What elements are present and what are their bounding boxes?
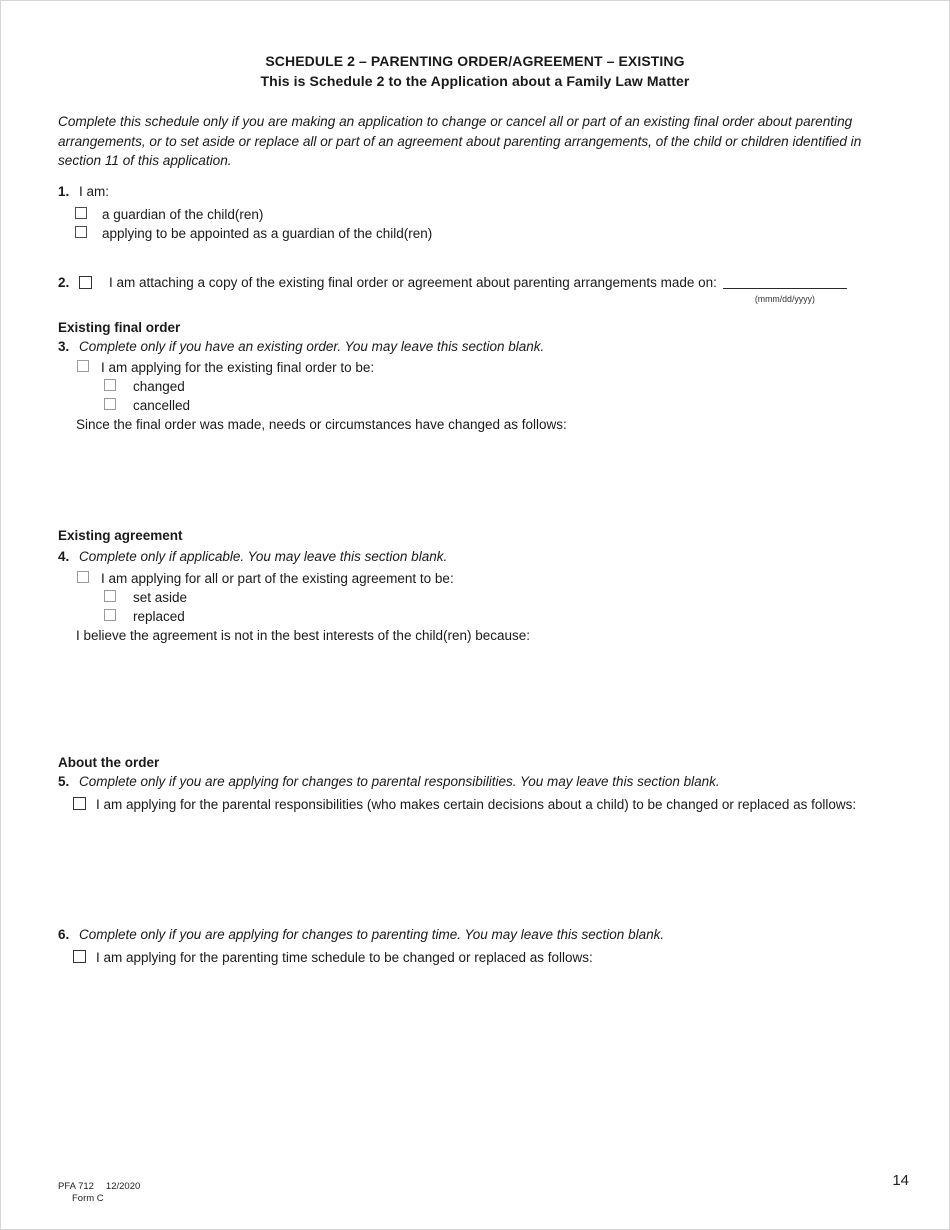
item-6-option (73, 948, 892, 967)
item-4 (58, 547, 892, 566)
form-revision: 12/2020 (105, 1181, 141, 1192)
order-date-field[interactable] (723, 273, 847, 304)
item-4-option-replaced (104, 607, 892, 626)
set-aside-checkbox[interactable] (104, 590, 116, 602)
item-5-instruction: Complete only if you are applying for changes to parental responsibilities. You may leave this section blank. (79, 773, 720, 789)
guardian-label: a guardian of the child(ren) (102, 206, 264, 222)
parental-responsibilities-label: I am applying for the parental responsibilities (who makes certain decisions about a child) to be changed or replaced as follows: (96, 796, 857, 812)
item-6 (58, 925, 892, 944)
item-1-option-guardian (75, 205, 892, 224)
attaching-copy-label: I am attaching a copy of the existing final order or agreement about parenting arrangements made on: (109, 274, 717, 290)
intro-instruction: Complete this schedule only if you are making an application to change or cancel all or part of an existing final order about parenting arrangements, or to set aside or replace all or part of an agreement about parenting arrangements, of the child or children identified in section 11 of this application. (58, 114, 862, 168)
changed-checkbox[interactable] (104, 379, 116, 391)
item-3-writing-space (58, 434, 892, 526)
item-4-instruction: Complete only if applicable. You may leave this section blank. (79, 548, 448, 564)
item-1-label: I am: (79, 183, 110, 199)
existing-final-order-heading: Existing final order (58, 319, 181, 335)
existing-agreement-apply-checkbox[interactable] (77, 571, 89, 583)
item-3-prompt: Since the final order was made, needs or circumstances have changed as follows: (76, 416, 567, 432)
item-3-option-cancelled (104, 396, 892, 415)
set-aside-label: set aside (133, 589, 188, 605)
about-the-order-heading: About the order (58, 754, 160, 770)
parental-responsibilities-checkbox[interactable] (73, 797, 86, 810)
existing-order-apply-label: I am applying for the existing final order to be: (101, 359, 375, 375)
attaching-copy-checkbox[interactable] (79, 276, 92, 289)
guardian-checkbox[interactable] (75, 207, 87, 219)
existing-agreement-heading: Existing agreement (58, 527, 183, 543)
item-6-number: 6. (58, 926, 70, 942)
item-4-writing-space (58, 645, 892, 753)
cancelled-label: cancelled (133, 397, 191, 413)
item-1-option-applying-guardian (75, 224, 892, 243)
item-2-number: 2. (58, 274, 70, 290)
item-5-option (73, 795, 892, 814)
cancelled-checkbox[interactable] (104, 398, 116, 410)
item-5-writing-space (58, 814, 892, 925)
schedule-title: SCHEDULE 2 – PARENTING ORDER/AGREEMENT – EXISTING (265, 53, 685, 69)
item-1-number: 1. (58, 183, 70, 199)
form-footer (58, 1181, 152, 1205)
replaced-label: replaced (133, 608, 185, 624)
parenting-time-checkbox[interactable] (73, 950, 86, 963)
item-4-number: 4. (58, 548, 70, 564)
item-4-prompt: I believe the agreement is not in the best interests of the child(ren) because: (76, 627, 531, 643)
page-number: 14 (892, 1172, 909, 1189)
date-format-hint: (mmm/dd/yyyy) (754, 293, 815, 304)
item-3 (58, 337, 892, 356)
parenting-time-label: I am applying for the parenting time schedule to be changed or replaced as follows: (96, 949, 593, 965)
item-4-option-set-aside (104, 588, 892, 607)
item-3-option-changed (104, 377, 892, 396)
applying-guardian-label: applying to be appointed as a guardian of the child(ren) (102, 225, 433, 241)
item-3-main-option (77, 358, 892, 377)
page-title (58, 51, 892, 91)
item-2 (58, 273, 892, 304)
existing-agreement-apply-label: I am applying for all or part of the existing agreement to be: (101, 570, 454, 586)
item-4-main-option (77, 569, 892, 588)
existing-order-apply-checkbox[interactable] (77, 360, 89, 372)
form-number: PFA 712 (58, 1181, 94, 1192)
item-5 (58, 772, 892, 791)
item-3-instruction: Complete only if you have an existing order. You may leave this section blank. (79, 338, 545, 354)
applying-guardian-checkbox[interactable] (75, 226, 87, 238)
item-3-number: 3. (58, 338, 70, 354)
replaced-checkbox[interactable] (104, 609, 116, 621)
schedule-subtitle: This is Schedule 2 to the Application about a Family Law Matter (260, 73, 690, 89)
form-name: Form C (72, 1193, 104, 1204)
item-5-number: 5. (58, 773, 70, 789)
changed-label: changed (133, 378, 185, 394)
item-6-instruction: Complete only if you are applying for changes to parenting time. You may leave this section blank. (79, 926, 665, 942)
item-1 (58, 183, 892, 201)
